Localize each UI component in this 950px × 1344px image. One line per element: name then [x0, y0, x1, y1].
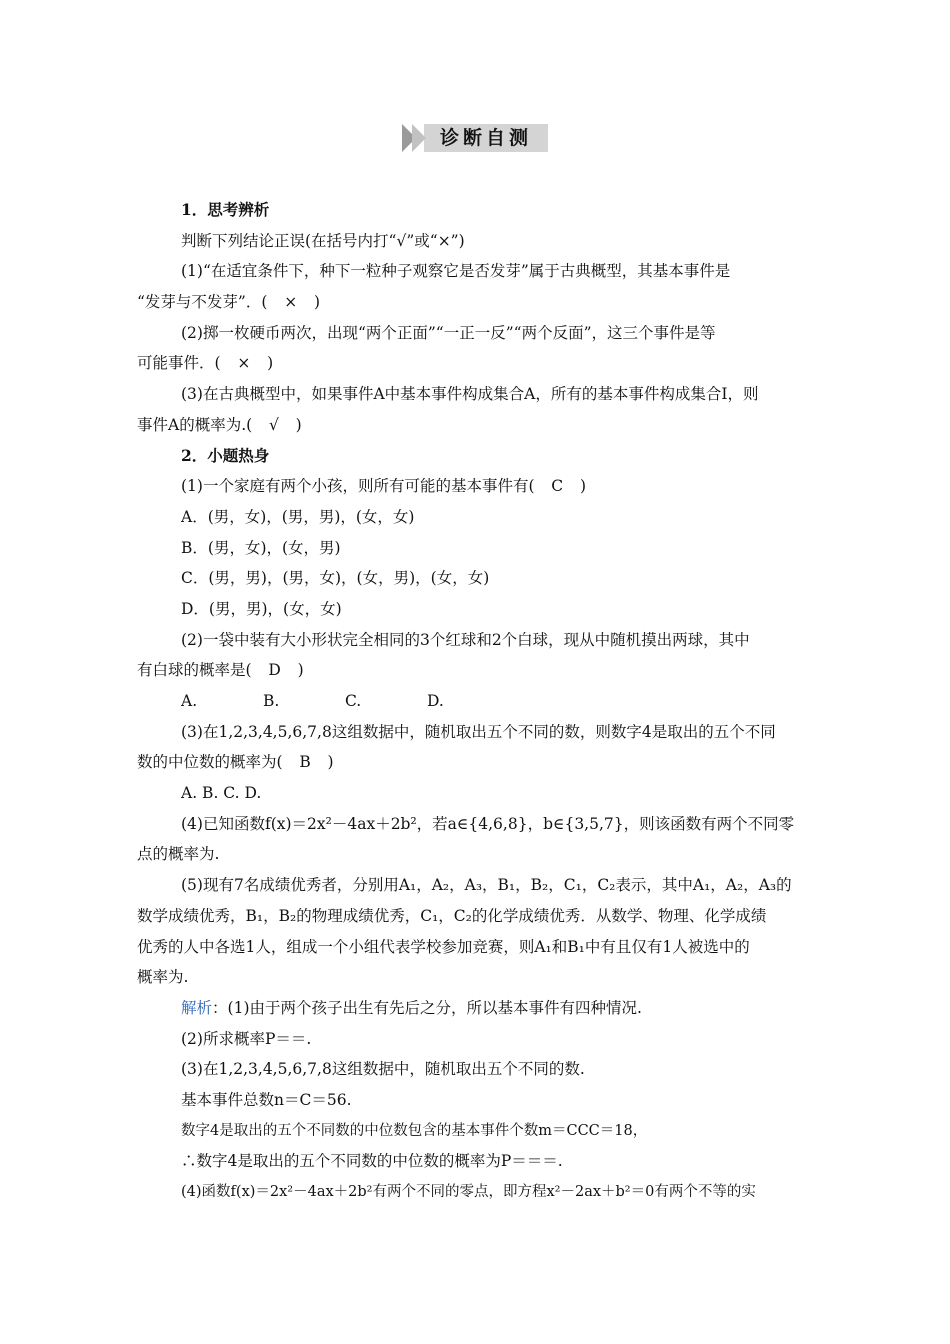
item-3-line-2: 事件A的概率为.( √ ): [137, 410, 817, 441]
q1-answer: C: [551, 477, 564, 496]
q1-stem: (1)一个家庭有两个小孩，则所有可能的基本事件有( C ): [137, 471, 817, 502]
q3-answer: B: [299, 753, 311, 772]
solution-line-7: (4)函数f(x)＝2x²－4ax＋2b²有两个不同的零点，即方程x²－2ax＋b²＝0有两个不等的实: [181, 1184, 756, 1200]
section-2-title: 2．小题热身: [181, 445, 270, 465]
item-2-line-2: 可能事件．( × ): [137, 348, 817, 379]
instruction: 判断下列结论正误(在括号内打“√”或“×”): [181, 231, 465, 250]
item-2-line-1: (2)掷一枚硬币两次，出现“两个正面”“一正一反”“两个反面”，这三个事件是等: [181, 323, 716, 342]
solution-line-3: (3)在1,2,3,4,5,6,7,8这组数据中，随机取出五个不同的数.: [181, 1060, 585, 1079]
header-title: 诊断自测: [439, 127, 532, 149]
document-content: [137, 195, 817, 1208]
q3-line-2: 数的中位数的概率为( B ): [137, 747, 817, 778]
q5-line-1: (5)现有7名成绩优秀者，分别用A₁，A₂，A₃，B₁，B₂，C₁，C₂表示，其中A₁，A₂，A₃的: [181, 876, 792, 895]
solution-label: 解析: [181, 998, 213, 1017]
q2-line-2: 有白球的概率是( D ): [137, 655, 817, 686]
item-1-line-2: “发芽与不发芽”．( × ): [137, 287, 817, 318]
q2-answer: D: [268, 661, 281, 680]
q2-option-b: B.: [263, 692, 280, 710]
q5-line-4: 概率为.: [137, 968, 189, 987]
solution-line-2: (2)所求概率P＝＝.: [181, 1029, 312, 1048]
item-2-answer: ×: [237, 354, 251, 373]
q1-option-c: C．(男，男)，(男，女)，(女，男)，(女，女): [181, 569, 490, 588]
q4-line-2: 点的概率为.: [137, 845, 220, 864]
item-3-line-1: (3)在古典概型中，如果事件A中基本事件构成集合A，所有的基本事件构成集合I，则: [181, 385, 759, 404]
q1-option-a: A．(男，女)，(男，男)，(女，女): [181, 507, 415, 526]
solution-line-5: 数字4是取出的五个不同数的中位数包含的基本事件个数m＝CCC＝18，: [181, 1122, 648, 1139]
q3-options: A. B. C. D.: [181, 784, 262, 803]
section-1-title: 1．思考辨析: [181, 200, 270, 219]
q1-option-b: B．(男，女)，(女，男): [181, 538, 341, 557]
item-1-answer: ×: [284, 293, 298, 312]
q3-line-1: (3)在1,2,3,4,5,6,7,8这组数据中，随机取出五个不同的数，则数字4是取出的五个不同: [181, 722, 776, 741]
solution-line-4: 基本事件总数n＝C＝56.: [181, 1090, 352, 1109]
q2-options: [137, 686, 817, 717]
q5-line-3: 优秀的人中各选1人，组成一个小组代表学校参加竞赛，则A₁和B₁中有且仅有1人被选中的: [137, 937, 750, 956]
q2-option-a: A.: [181, 692, 198, 710]
q2-line-1: (2)一袋中装有大小形状完全相同的3个红球和2个白球，现从中随机摸出两球，其中: [181, 630, 750, 649]
q5-line-2: 数学成绩优秀，B₁，B₂的物理成绩优秀，C₁，C₂的化学成绩优秀．从数学、物理、化学成绩: [137, 906, 767, 925]
q2-option-d: D.: [427, 692, 444, 710]
solution-line-6: ∴数字4是取出的五个不同数的中位数的概率为P＝＝＝.: [181, 1152, 563, 1171]
item-1-line-1: (1)“在适宜条件下，种下一粒种子观察它是否发芽”属于古典概型，其基本事件是: [181, 262, 731, 281]
q2-option-c: C.: [345, 692, 362, 710]
q4-line-1: (4)已知函数f(x)＝2x²－4ax＋2b²，若a∈{4,6,8}，b∈{3,5,7}，则该函数有两个不同零: [181, 814, 795, 833]
item-3-answer: √: [268, 415, 279, 434]
q1-option-d: D．(男，男)，(女，女): [181, 599, 342, 618]
section-header: [402, 124, 548, 152]
solution-line-1: 解析：(1)由于两个孩子出生有先后之分，所以基本事件有四种情况.: [181, 998, 642, 1017]
